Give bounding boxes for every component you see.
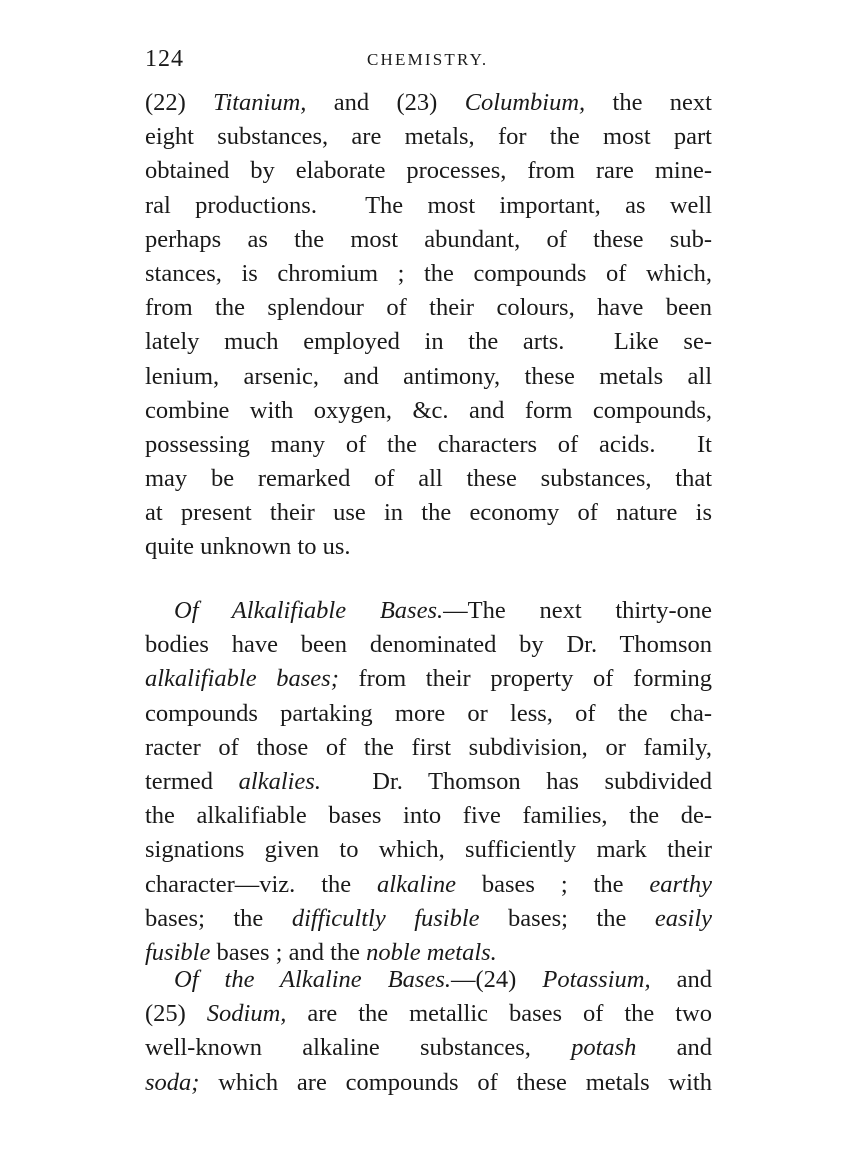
text-line: well-known alkaline substances, potash and [145, 1034, 713, 1062]
text-line: the alkalifiable bases into five families, the de- [145, 802, 712, 830]
text-line: combine with oxygen, &c. and form compounds, [145, 396, 712, 424]
text-line: possessing many of the characters of acids. It [145, 430, 712, 458]
text-line: bodies have been denominated by Dr. Thomson [145, 631, 712, 659]
text-line: perhaps as the most abundant, of these sub- [145, 225, 712, 253]
text-line: racter of those of the first subdivision, or family, [145, 733, 712, 761]
text-line: (25) Sodium, are the metallic bases of the two [145, 1000, 712, 1028]
text-line: compounds partaking more or less, of the cha- [145, 699, 712, 727]
text-line: (22) Titanium, and (23) Columbium, the next [145, 89, 712, 116]
text-line: ral productions. The most important, as well [145, 191, 712, 219]
text-line: obtained by elaborate processes, from rare mine- [145, 157, 712, 185]
text-line: Of the Alkaline Bases.—(24) Potassium, and [174, 966, 712, 993]
page-number: 124 [145, 46, 184, 72]
text-line: may be remarked of all these substances, that [145, 465, 712, 493]
paragraph-alkaline-bases [145, 963, 712, 1100]
text-line: Of Alkalifiable Bases.—The next thirty-one [174, 597, 712, 624]
text-line: bases; the difficultly fusible bases; the easily [145, 904, 713, 932]
text-line: quite unknown to us. [145, 533, 351, 561]
text-line: stances, is chromium ; the compounds of which, [145, 259, 712, 287]
text-line: character—viz. the alkaline bases ; the earthy [145, 870, 712, 898]
text-line: lately much employed in the arts. Like se- [145, 328, 712, 356]
text-line: lenium, arsenic, and antimony, these metals all [145, 362, 712, 390]
text-line: fusible bases ; and the noble metals. [145, 938, 497, 966]
paragraph-titanium-columbium [145, 86, 712, 565]
text-line: at present their use in the economy of nature is [145, 499, 712, 527]
text-line: signations given to which, sufficiently mark their [145, 836, 712, 864]
text-line: from the splendour of their colours, have been [145, 294, 712, 322]
text-line: eight substances, are metals, for the most part [145, 123, 712, 151]
text-line: soda; which are compounds of these metals with [145, 1068, 712, 1096]
text-line: termed alkalies. Dr. Thomson has subdivided [145, 767, 712, 795]
text-line: alkalifiable bases; from their property of forming [145, 665, 712, 693]
running-head: CHEMISTRY. [367, 50, 489, 69]
paragraph-alkalifiable-bases [145, 594, 712, 970]
page-header [145, 46, 710, 76]
